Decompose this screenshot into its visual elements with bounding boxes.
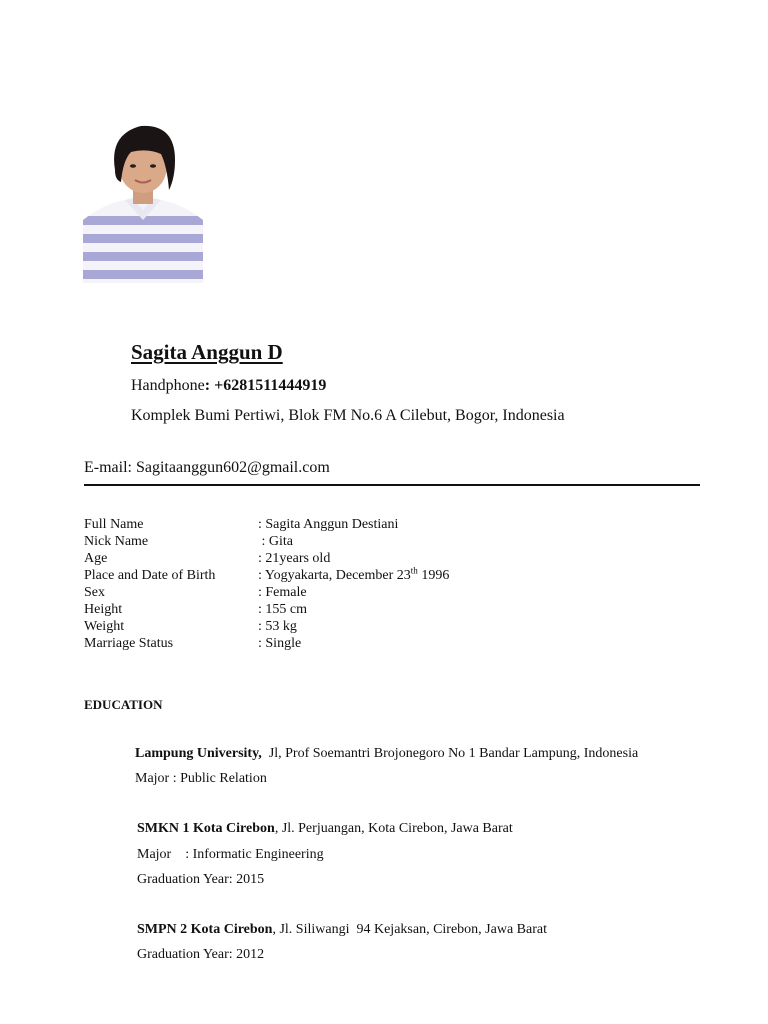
info-value: : 21years old (258, 551, 331, 566)
info-row-full-name (84, 516, 449, 533)
edu-graduation: Graduation Year: 2012 (137, 947, 265, 962)
info-value: : Female (258, 585, 307, 600)
info-value-birth (258, 567, 449, 584)
edu-entry-smkn (137, 821, 513, 837)
info-label: Weight (84, 619, 125, 634)
personal-info-table (84, 516, 449, 652)
edu-major: Major : Informatic Engineering (137, 847, 324, 862)
info-value: : 53 kg (258, 619, 297, 634)
info-label: Age (84, 551, 108, 566)
info-label: Height (84, 602, 123, 617)
edu-school-address: Jl, Prof Soemantri Brojonegoro No 1 Bandar Lampung, Indonesia (261, 746, 639, 761)
edu-school-name: SMKN 1 Kota Cirebon (137, 821, 275, 836)
info-label: Marriage Status (84, 636, 174, 651)
phone-label: Handphone (131, 377, 205, 394)
info-value: : Single (258, 636, 302, 651)
info-value: : Gita (258, 534, 293, 549)
info-row-marriage (84, 635, 449, 652)
education-heading: EDUCATION (84, 697, 163, 712)
birth-place-date: : Yogyakarta, December 23 (258, 568, 411, 583)
info-row-nick-name (84, 533, 449, 550)
info-row-sex (84, 584, 449, 601)
info-row-birth (84, 567, 449, 584)
info-value: : 155 cm (258, 602, 307, 617)
info-row-age (84, 550, 449, 567)
header-divider (84, 484, 700, 486)
edu-school-address: , Jl. Perjuangan, Kota Cirebon, Jawa Barat (274, 821, 513, 836)
phone-line (131, 377, 326, 395)
info-row-weight (84, 618, 449, 635)
edu-entry-university (135, 746, 638, 762)
edu-school-name: SMPN 2 Kota Cirebon (137, 922, 273, 937)
person-portrait-icon (83, 120, 203, 283)
info-label: Sex (84, 585, 105, 600)
ordinal-suffix: th (410, 565, 418, 576)
info-label: Nick Name (84, 534, 149, 549)
edu-major: Major : Public Relation (135, 771, 267, 786)
edu-graduation: Graduation Year: 2015 (137, 872, 265, 887)
email-label: E-mail: (84, 459, 132, 476)
info-label: Full Name (84, 517, 144, 532)
email-line (84, 459, 330, 477)
info-value: : Sagita Anggun Destiani (258, 517, 399, 532)
info-label: Place and Date of Birth (84, 568, 216, 583)
candidate-name: Sagita Anggun D (131, 340, 283, 364)
info-row-height (84, 601, 449, 618)
edu-school-name: Lampung University, (135, 746, 262, 761)
edu-entry-smpn (137, 922, 547, 938)
phone-value: : +6281511444919 (204, 377, 327, 394)
birth-year: 1996 (417, 568, 450, 583)
home-address: Komplek Bumi Pertiwi, Blok FM No.6 A Cilebut, Bogor, Indonesia (131, 407, 565, 424)
edu-school-address: , Jl. Siliwangi 94 Kejaksan, Cirebon, Jawa Barat (272, 922, 547, 937)
profile-photo (83, 120, 203, 283)
email-value: Sagitaanggun602@gmail.com (135, 459, 330, 476)
